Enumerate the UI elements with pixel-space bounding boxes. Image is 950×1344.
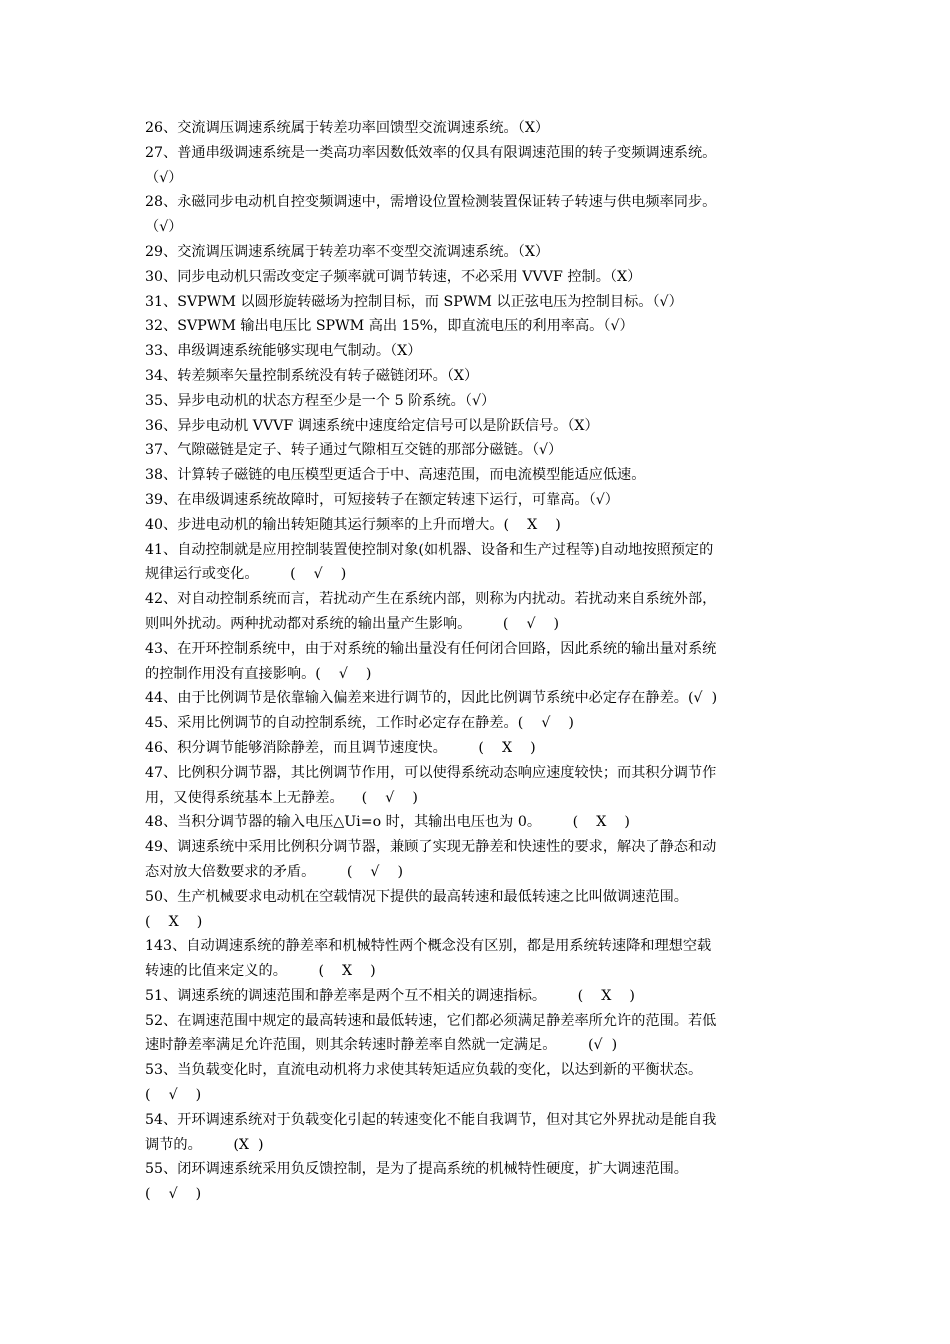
text-line: 51、调速系统的调速范围和静差率是两个互不相关的调速指标。 ( X )	[145, 987, 635, 1004]
text-line: 转速的比值来定义的。 ( X )	[145, 963, 376, 980]
text-line: 则叫外扰动。两种扰动都对系统的输出量产生影响。 ( √ )	[145, 615, 560, 632]
text-line: ( √ )	[145, 1087, 202, 1104]
text-line: 55、闭环调速系统采用负反馈控制，是为了提高系统的机械特性硬度，扩大调速范围。	[145, 1161, 688, 1178]
text-line: 46、积分调节能够消除静差，而且调节速度快。 ( X )	[145, 739, 536, 756]
text-line: 48、当积分调节器的输入电压△Ui=o 时，其输出电压也为 0。 ( X )	[145, 814, 630, 831]
text-line: ( X )	[145, 913, 203, 930]
text-line: 28、永磁同步电动机自控变频调速中，需增设位置检测装置保证转子转速与供电频率同步。	[145, 194, 717, 211]
text-line: 规律运行或变化。 ( √ )	[145, 566, 347, 583]
text-line: 35、异步电动机的状态方程至少是一个 5 阶系统。（√）	[145, 392, 496, 409]
text-line: 43、在开环控制系统中，由于对系统的输出量没有任何闭合回路，因此系统的输出量对系统	[145, 640, 717, 657]
text-line: 34、转差频率矢量控制系统没有转子磁链闭环。（X）	[145, 367, 479, 384]
text-line: 143、自动调速系统的静差率和机械特性两个概念没有区别，都是用系统转速降和理想空载	[145, 938, 712, 955]
text-line: 态对放大倍数要求的矛盾。 ( √ )	[145, 863, 404, 880]
text-line: 52、在调速范围中规定的最高转速和最低转速，它们都必须满足静差率所允许的范围。若低	[145, 1012, 717, 1029]
text-line: （√）	[145, 219, 183, 236]
text-line: 速时静差率满足允许范围，则其余转速时静差率自然就一定满足。 (√ )	[145, 1037, 618, 1054]
text-line: 27、普通串级调速系统是一类高功率因数低效率的仅具有限调速范围的转子变频调速系统。	[145, 144, 717, 161]
text-line: ( √ )	[145, 1186, 202, 1203]
text-line: 54、开环调速系统对于负载变化引起的转速变化不能自我调节，但对其它外界扰动是能自我	[145, 1111, 717, 1128]
text-line: 36、异步电动机 VVVF 调速系统中速度给定信号可以是阶跃信号。（X）	[145, 417, 599, 434]
text-line: 调节的。 (X )	[145, 1136, 264, 1153]
text-line: 的控制作用没有直接影响。( √ )	[145, 665, 372, 682]
text-line: 45、采用比例调节的自动控制系统，工作时必定存在静差。( √ )	[145, 715, 574, 732]
text-line: 31、SVPWM 以圆形旋转磁场为控制目标，而 SPWM 以正弦电压为控制目标。（√）	[145, 293, 683, 310]
text-line: 47、比例积分调节器，其比例调节作用，可以使得系统动态响应速度较快；而其积分调节作	[145, 764, 717, 781]
text-line: 33、串级调速系统能够实现电气制动。（X）	[145, 343, 422, 360]
text-line: （√）	[145, 169, 183, 186]
text-line: 42、对自动控制系统而言，若扰动产生在系统内部，则称为内扰动。若扰动来自系统外部，	[145, 591, 717, 608]
text-line: 40、步进电动机的输出转矩随其运行频率的上升而增大。( X )	[145, 516, 561, 533]
text-line: 50、生产机械要求电动机在空载情况下提供的最高转速和最低转速之比叫做调速范围。	[145, 888, 688, 905]
text-line: 32、SVPWM 输出电压比 SPWM 高出 15%，即直流电压的利用率高。（√）	[145, 318, 634, 335]
text-line: 38、计算转子磁链的电压模型更适合于中、高速范围，而电流模型能适应低速。	[145, 467, 646, 484]
document-body	[145, 116, 810, 1207]
text-line: 41、自动控制就是应用控制装置使控制对象(如机器、设备和生产过程等)自动地按照预定的	[145, 541, 714, 558]
text-line: 39、在串级调速系统故障时，可短接转子在额定转速下运行，可靠高。（√）	[145, 491, 619, 508]
text-line: 53、当负载变化时，直流电动机将力求使其转矩适应负载的变化，以达到新的平衡状态。	[145, 1062, 703, 1079]
text-line: 26、交流调压调速系统属于转差功率回馈型交流调速系统。（X）	[145, 120, 550, 136]
text-line: 用，又使得系统基本上无静差。 ( √ )	[145, 789, 418, 806]
text-line: 44、由于比例调节是依靠输入偏差来进行调节的，因此比例调节系统中必定存在静差。(√ )	[145, 690, 718, 707]
text-line: 37、气隙磁链是定子、转子通过气隙相互交链的那部分磁链。（√）	[145, 442, 563, 459]
text-line: 49、调速系统中采用比例积分调节器，兼顾了实现无静差和快速性的要求，解决了静态和动	[145, 839, 717, 856]
text-line: 30、同步电动机只需改变定子频率就可调节转速，不必采用 VVVF 控制。（X）	[145, 268, 642, 285]
text-line: 29、交流调压调速系统属于转差功率不变型交流调速系统。（X）	[145, 243, 550, 260]
